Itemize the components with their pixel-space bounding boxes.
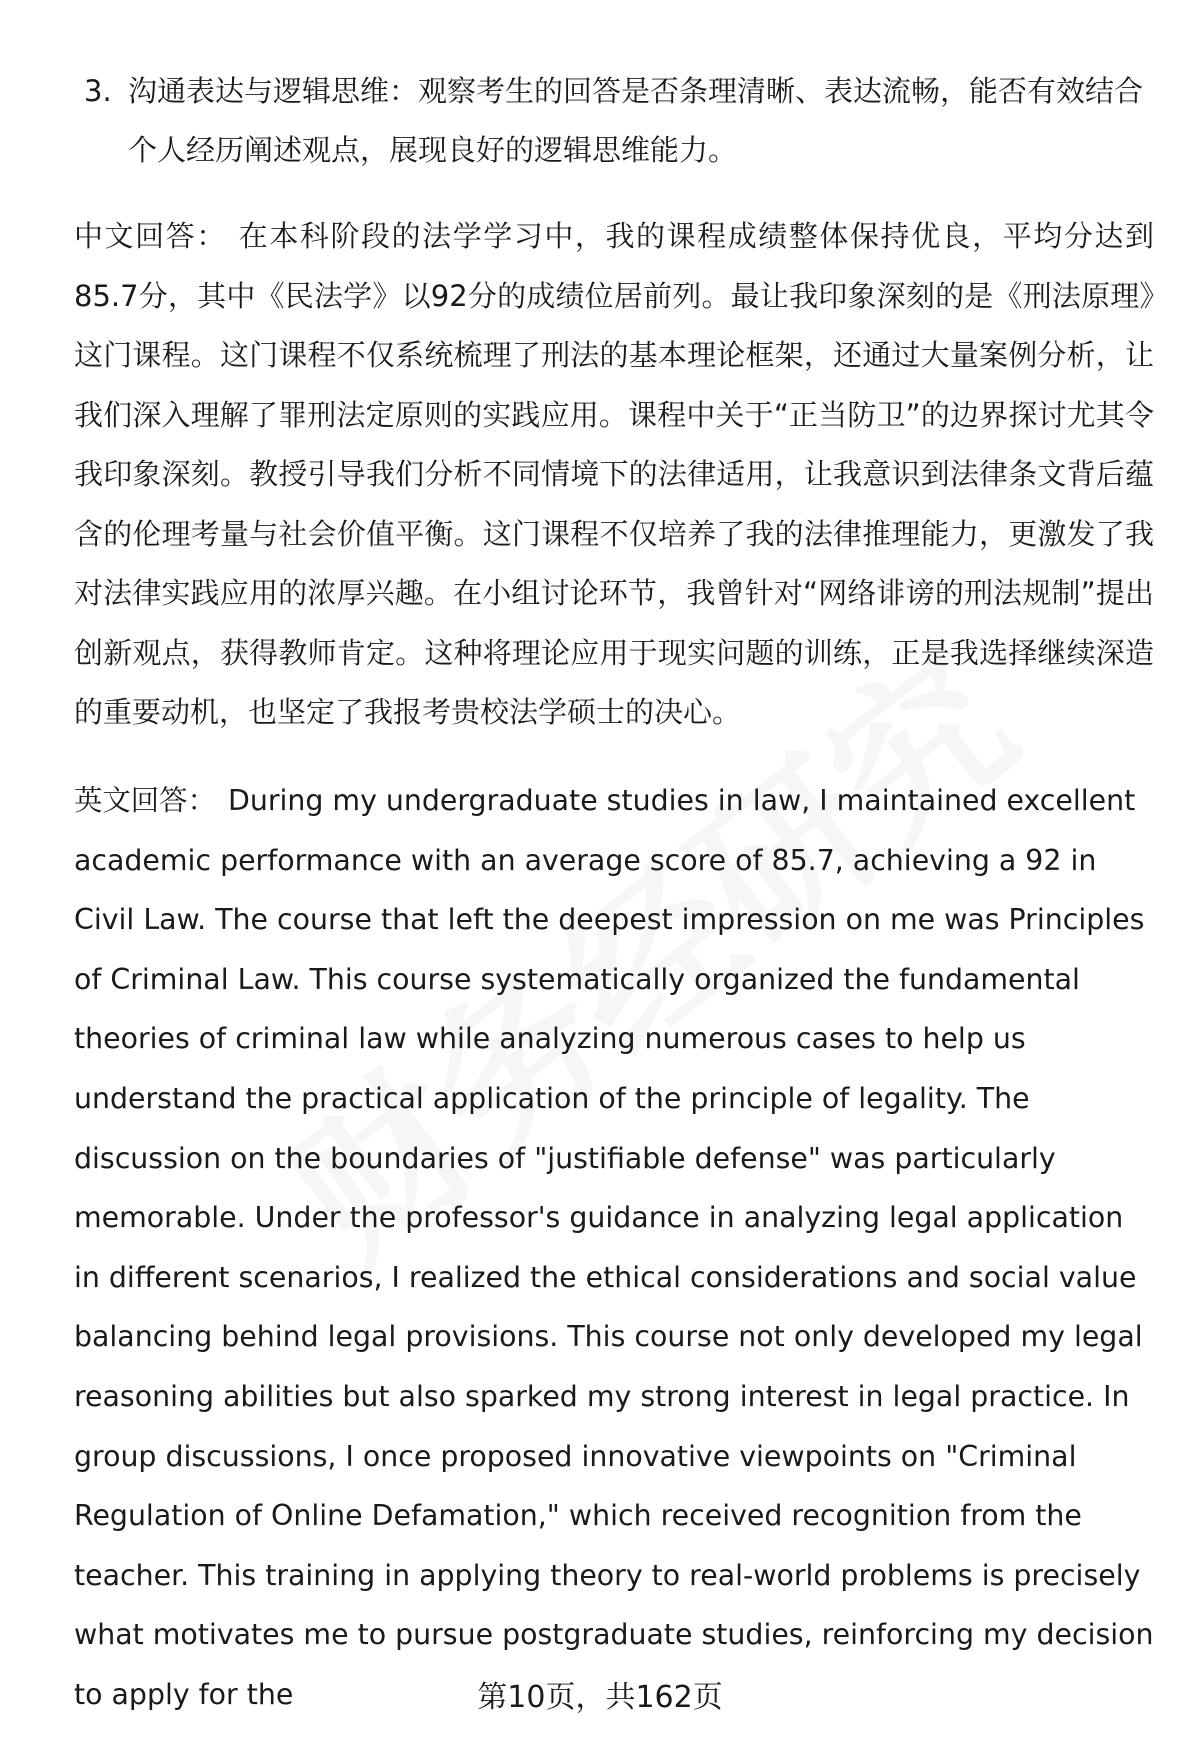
criteria-list-item <box>84 62 1144 180</box>
english-answer-text: During my undergraduate studies in law, I maintained excellent academic performance with an average score of 85.7, achieving a 92 in Civil Law. The course that left the deepest impression on me was Principles of Criminal Law. This course systematically organized the fundamental theories of criminal law while analyzing numerous cases to help us understand the practical application of the principle of legality. The discussion on the boundaries of "justifiable defense" was particularly memorable. Under the professor's guidance in analyzing legal application in different scenarios, I realized the ethical considerations and social value balancing behind legal provisions. This course not only developed my legal reasoning abilities but also sparked my strong interest in legal practice. In group discussions, I once proposed innovative viewpoints on "Criminal Regulation of Online Defamation," which received recognition from the teacher. This training in applying theory to real-world problems is precisely what motivates me to pursue postgraduate studies, reinforcing my decision to apply for the <box>74 784 1154 1711</box>
english-answer-label: 英文回答： <box>74 784 216 817</box>
chinese-answer-paragraph <box>74 207 1154 743</box>
list-item-number: 3. <box>84 74 112 108</box>
chinese-answer-label: 中文回答： <box>74 219 227 253</box>
list-item-text: 沟通表达与逻辑思维：观察考生的回答是否条理清晰、表达流畅，能否有效结合个人经历阐述观点，展现良好的逻辑思维能力。 <box>128 74 1144 167</box>
page-number: 第10页，共162页 <box>477 1680 723 1715</box>
chinese-answer-text: 在本科阶段的法学学习中，我的课程成绩整体保持优良，平均分达到85.7分，其中《民法学》以92分的成绩位居前列。最让我印象深刻的是《刑法原理》这门课程。这门课程不仅系统梳理了刑法的基本理论框架，还通过大量案例分析，让我们深入理解了罪刑法定原则的实践应用。课程中关于“正当防卫”的边界探讨尤其令我印象深刻。教授引导我们分析不同情境下的法律适用，让我意识到法律条文背后蕴含的伦理考量与社会价值平衡。这门课程不仅培养了我的法律推理能力，更激发了我对法律实践应用的浓厚兴趣。在小组讨论环节，我曾针对“网络诽谤的刑法规制”提出创新观点，获得教师肯定。这种将理论应用于现实问题的训练，正是我选择继续深造的重要动机，也坚定了我报考贵校法学硕士的决心。 <box>74 219 1154 729</box>
english-answer-paragraph <box>74 771 1154 1725</box>
page-footer <box>0 1678 1200 1718</box>
